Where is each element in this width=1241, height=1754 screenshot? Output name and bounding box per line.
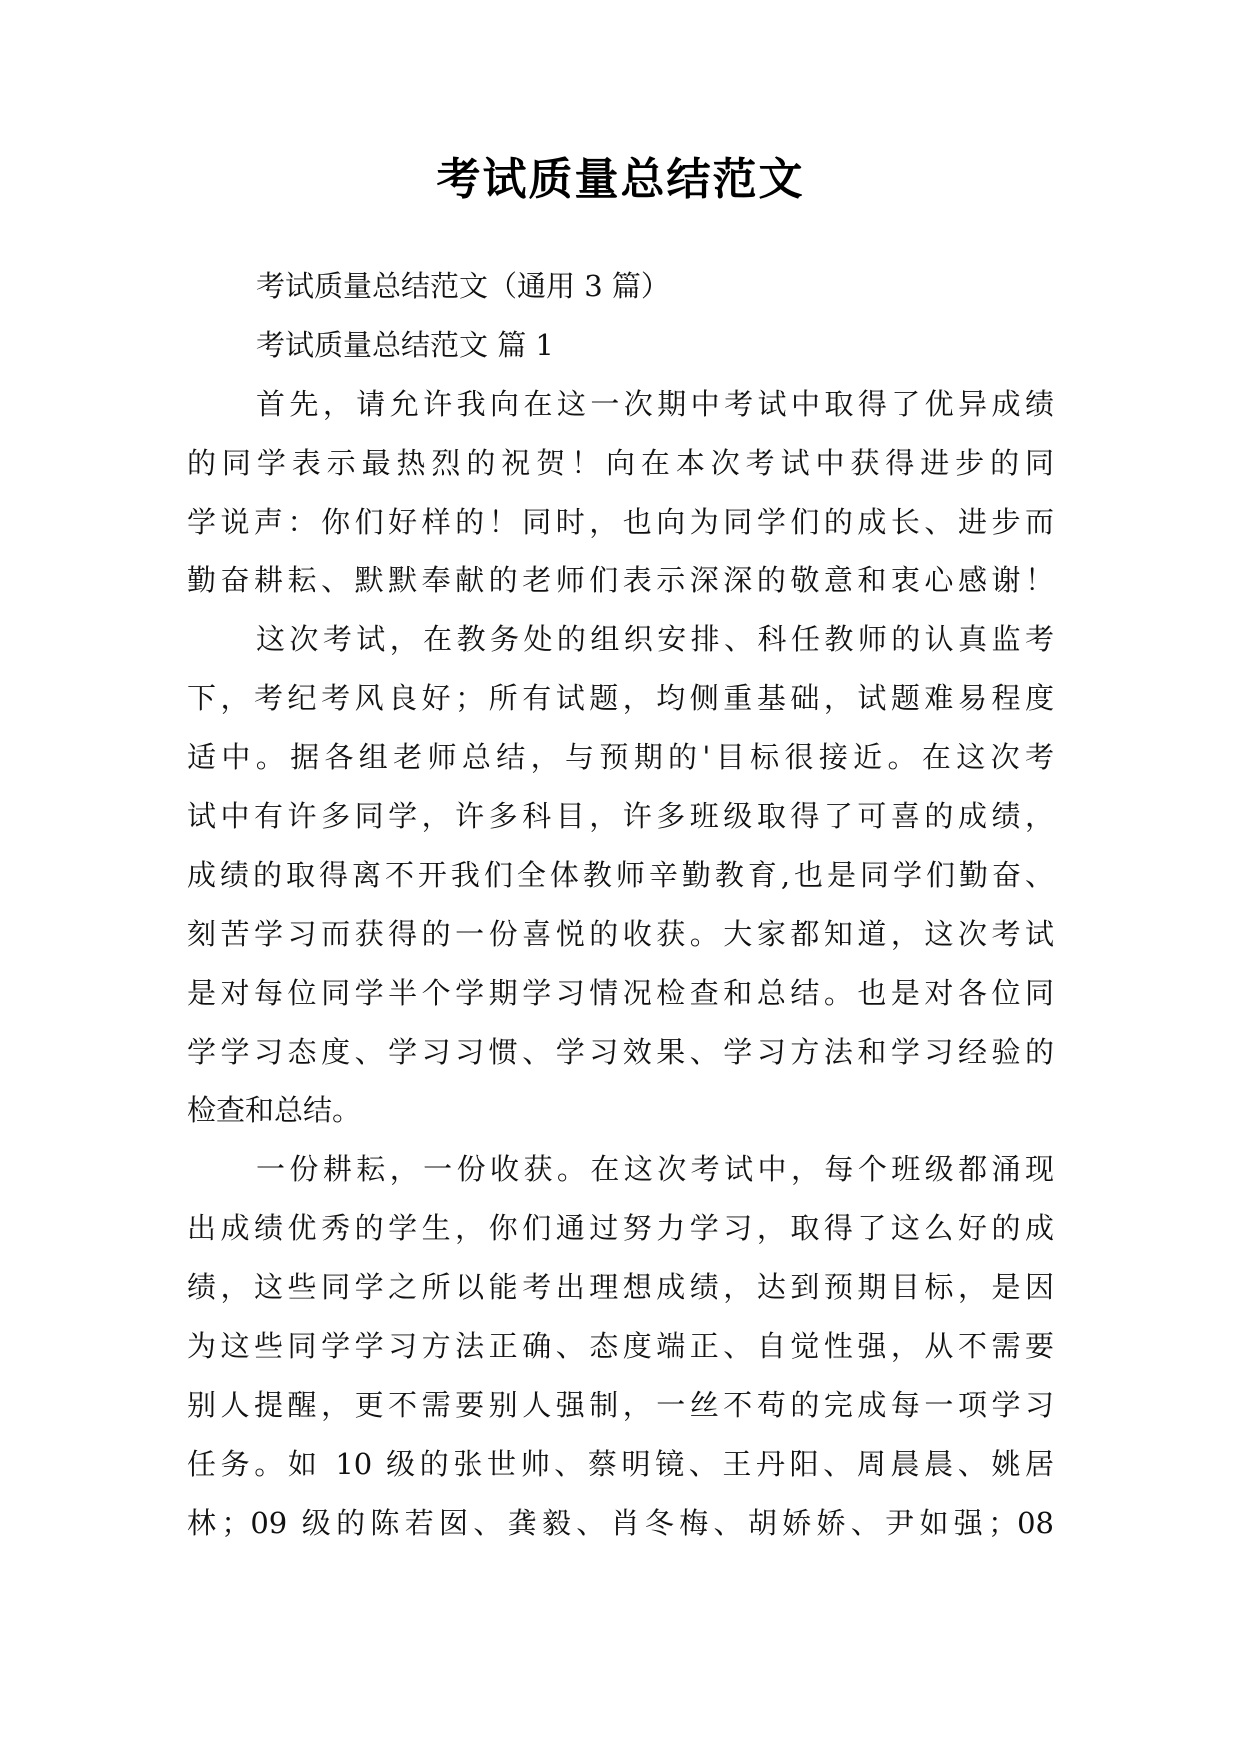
body-line: 适中。据各组老师总结，与预期的'目标很接近。在这次考	[187, 740, 1054, 775]
body-line: 刻苦学习而获得的一份喜悦的收获。大家都知道，这次考试	[187, 916, 1054, 951]
body-line: 检查和总结。	[187, 1093, 362, 1128]
body-line: 试中有许多同学，许多科目，许多班级取得了可喜的成绩，	[187, 799, 1054, 834]
body-line: 学学习态度、学习习惯、学习效果、学习方法和学习经验的	[187, 1034, 1054, 1069]
body-line: 出成绩优秀的学生，你们通过努力学习，取得了这么好的成	[187, 1211, 1054, 1246]
body-line: 别人提醒，更不需要别人强制，一丝不苟的完成每一项学习	[187, 1387, 1054, 1422]
document-body	[187, 257, 1054, 1553]
body-line: 成绩的取得离不开我们全体教师辛勤教育,也是同学们勤奋、	[187, 857, 1054, 892]
paragraph-2	[187, 610, 1054, 1140]
body-line: 绩，这些同学之所以能考出理想成绩，达到预期目标，是因	[187, 1270, 1054, 1305]
body-line: 为这些同学学习方法正确、态度端正、自觉性强，从不需要	[187, 1329, 1054, 1364]
paragraph-1	[187, 375, 1054, 611]
body-line: 的同学表示最热烈的祝贺！向在本次考试中获得进步的同	[187, 445, 1054, 480]
body-line: 首先，请允许我向在这一次期中考试中取得了优异成绩	[256, 386, 1054, 421]
body-line: 是对每位同学半个学期学习情况检查和总结。也是对各位同	[187, 975, 1054, 1010]
document-subtitle: 考试质量总结范文（通用 3 篇）	[256, 269, 670, 303]
section-heading: 考试质量总结范文 篇 1	[256, 327, 554, 362]
body-line: 林；09 级的陈若囡、龚毅、肖冬梅、胡娇娇、尹如强；08	[187, 1505, 1054, 1540]
body-line: 勤奋耕耘、默默奉献的老师们表示深深的敬意和衷心感谢！	[187, 563, 1054, 598]
body-line: 一份耕耘，一份收获。在这次考试中，每个班级都涌现	[256, 1152, 1054, 1187]
paragraph-3	[187, 1140, 1054, 1552]
document-title: 考试质量总结范文	[436, 154, 805, 205]
body-line: 任务。如 10 级的张世帅、蔡明镜、王丹阳、周晨晨、姚居	[187, 1446, 1054, 1481]
body-line: 下，考纪考风良好；所有试题，均侧重基础，试题难易程度	[187, 681, 1054, 716]
body-line: 这次考试，在教务处的组织安排、科任教师的认真监考	[256, 622, 1054, 657]
body-line: 学说声：你们好样的！同时，也向为同学们的成长、进步而	[187, 504, 1054, 539]
